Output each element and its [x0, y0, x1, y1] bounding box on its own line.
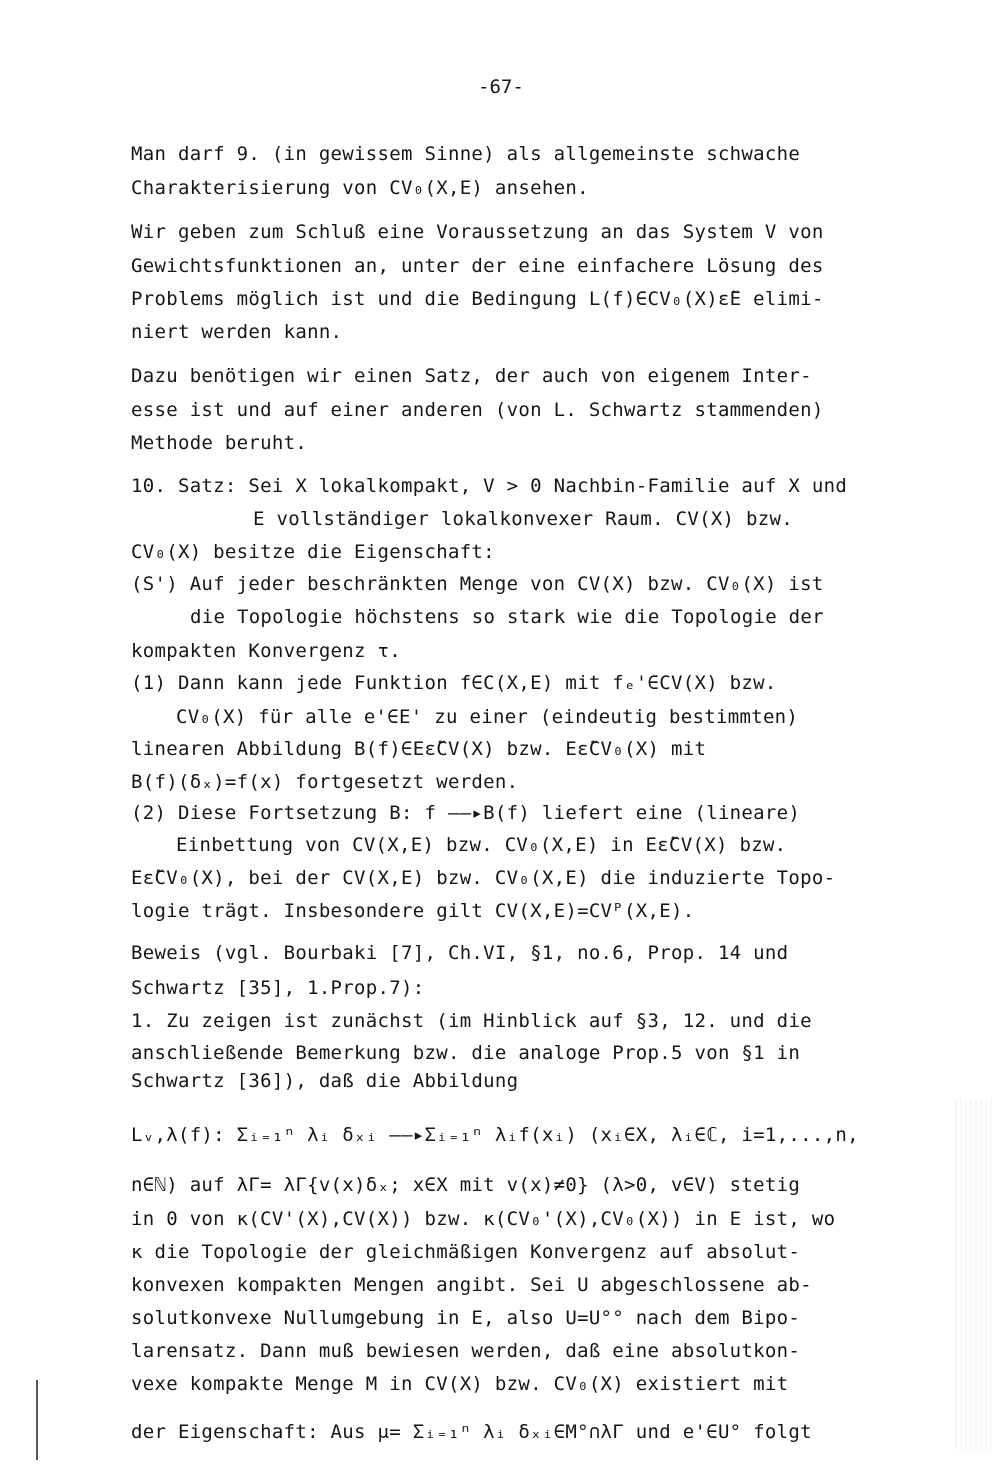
text-line: logie trägt. Insbesondere gilt CV(X,E)=CVᴾ(X,E).: [131, 900, 695, 922]
text-line: E vollständiger lokalkonvexer Raum. CV(X) bzw.: [253, 508, 793, 530]
text-line: Beweis (vgl. Bourbaki [7], Ch.VI, §1, no.6, Prop. 14 und: [131, 942, 789, 964]
text-line: (1) Dann kann jede Funktion f∈C(X,E) mit fₑ'∈CV(X) bzw.: [131, 672, 777, 694]
page-number: -67-: [478, 76, 524, 98]
text-line: Wir geben zum Schluß eine Voraussetzung an das System V von: [131, 221, 824, 243]
text-line: linearen Abbildung B(f)∈Eε̃CV(X) bzw. Eε̃CV₀(X) mit: [131, 738, 707, 760]
text-line: Schwartz [36]), daß die Abbildung: [131, 1070, 519, 1092]
text-line: larensatz. Dann muß bewiesen werden, daß eine absolutkon-: [131, 1340, 801, 1362]
text-line: der Eigenschaft: Aus μ= Σᵢ₌₁ⁿ λᵢ δₓᵢ∈M°∩λΓ und e'∈U° folgt: [131, 1421, 812, 1443]
text-line: B(f)(δₓ)=f(x) fortgesetzt werden.: [131, 771, 519, 793]
text-line: die Topologie höchstens so stark wie die Topologie der: [190, 606, 824, 628]
text-line: kompakten Konvergenz τ.: [131, 640, 401, 662]
text-line: n∈ℕ) auf λΓ= λΓ{v(x)δₓ; x∈X mit v(x)≠0} (λ>0, v∈V) stetig: [131, 1174, 801, 1196]
text-line: Schwartz [35], 1.Prop.7):: [131, 977, 425, 999]
text-line: Eε̃CV₀(X), bei der CV(X,E) bzw. CV₀(X,E) die induzierte Topo-: [131, 867, 836, 889]
scan-edge-noise: [955, 1100, 995, 1450]
scan-edge-mark: [36, 1380, 38, 1460]
text-line: Methode beruht.: [131, 432, 308, 454]
text-line: niert werden kann.: [131, 321, 343, 343]
formula-line: Lᵥ,λ(f): Σᵢ₌₁ⁿ λᵢ δₓᵢ ——▸Σᵢ₌₁ⁿ λᵢf(xᵢ) (xᵢ∈X, λᵢ∈ℂ, i=1,...,n,: [131, 1124, 859, 1146]
text-line: (S') Auf jeder beschränkten Menge von CV(X) bzw. CV₀(X) ist: [131, 573, 824, 595]
text-line: in 0 von κ(CV'(X),CV(X)) bzw. κ(CV₀'(X),CV₀(X)) in E ist, wo: [131, 1208, 836, 1230]
text-line: Charakterisierung von CV₀(X,E) ansehen.: [131, 177, 589, 199]
theorem-heading: 10. Satz: Sei X lokalkompakt, V > 0 Nachbin-Familie auf X und: [131, 475, 848, 497]
text-line: Gewichtsfunktionen an, unter der eine einfachere Lösung des: [131, 255, 824, 277]
text-line: esse ist und auf einer anderen (von L. Schwartz stammenden): [131, 399, 824, 421]
text-line: konvexen kompakten Mengen angibt. Sei U abgeschlossene ab-: [131, 1274, 812, 1296]
text-line: κ die Topologie der gleichmäßigen Konvergenz auf absolut-: [131, 1241, 801, 1263]
text-line: vexe kompakte Menge M in CV(X) bzw. CV₀(X) existiert mit: [131, 1373, 789, 1395]
text-line: Einbettung von CV(X,E) bzw. CV₀(X,E) in Eε̃CV(X) bzw.: [176, 834, 787, 856]
text-line: Man darf 9. (in gewissem Sinne) als allgemeinste schwache: [131, 143, 801, 165]
text-line: Dazu benötigen wir einen Satz, der auch von eigenem Inter-: [131, 365, 812, 387]
text-line: Problems möglich ist und die Bedingung L(f)∈CV₀(X)ε̃E elimi-: [131, 288, 824, 310]
text-line: anschließende Bemerkung bzw. die analoge Prop.5 von §1 in: [131, 1042, 801, 1064]
text-line: CV₀(X) für alle e'∈E' zu einer (eindeutig bestimmten): [176, 706, 799, 728]
text-line: (2) Diese Fortsetzung B: f ——▸B(f) liefert eine (lineare): [131, 802, 801, 824]
text-line: CV₀(X) besitze die Eigenschaft:: [131, 541, 495, 563]
text-line: solutkonvexe Nullumgebung in E, also U=U°° nach dem Bipo-: [131, 1307, 801, 1329]
text-line: 1. Zu zeigen ist zunächst (im Hinblick auf §3, 12. und die: [131, 1010, 812, 1032]
